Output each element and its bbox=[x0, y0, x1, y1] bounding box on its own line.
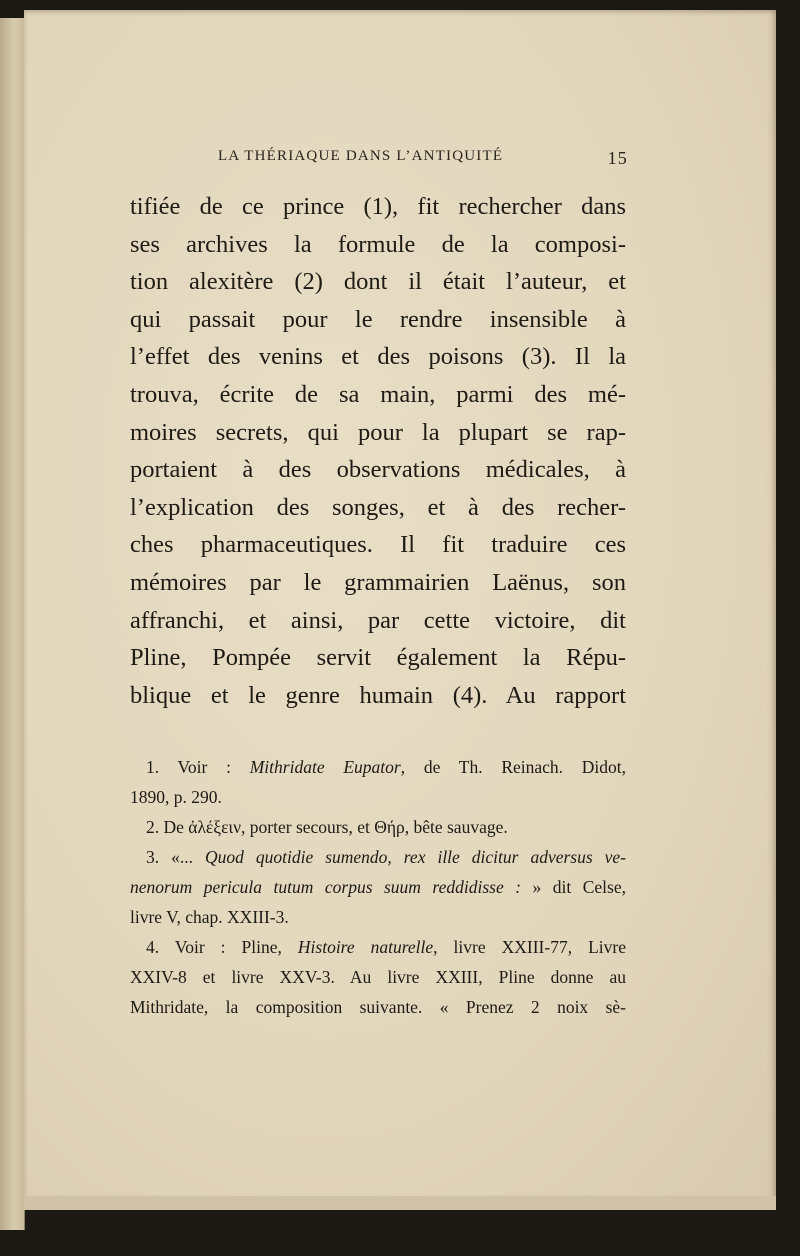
body-line: l’effet des venins et des poisons (3). Il la bbox=[130, 343, 626, 371]
body-line: ses archives la formule de la composi- bbox=[130, 230, 626, 258]
body-line: mémoires par le grammairien Laënus, son bbox=[130, 568, 626, 596]
footnote-2 bbox=[130, 812, 626, 842]
footnote-italic-title: Histoire naturelle bbox=[297, 937, 434, 957]
footnote-line bbox=[130, 752, 626, 782]
body-line: blique et le genre humain (4). Au rapport bbox=[130, 681, 626, 709]
footnote-text: » dit Celse, bbox=[521, 877, 626, 897]
footnote-italic-title: Mithridate Eupator bbox=[249, 757, 401, 777]
body-line: ches pharmaceutiques. Il fit traduire ces bbox=[130, 531, 626, 559]
footnote-line bbox=[130, 932, 626, 962]
body-line: l’explication des songes, et à des recher- bbox=[130, 493, 626, 521]
body-line: portaient à des observations médicales, à bbox=[130, 456, 626, 484]
body-line: tifiée de ce prince (1), fit rechercher dans bbox=[130, 193, 626, 220]
footnote-text: , de Th. Reinach. Didot, bbox=[400, 757, 627, 777]
footnote-line: Mithridate, la composition suivante. « Prenez 2 noix sè- bbox=[130, 997, 626, 1017]
page-number: 15 bbox=[607, 148, 628, 168]
footnote-text: , livre XXIII-77, Livre bbox=[433, 937, 626, 957]
footnote-line bbox=[130, 842, 626, 872]
footnote-italic-quote: Quod quotidie sumendo, rex ille dicitur adversus ve- bbox=[204, 847, 627, 867]
footnote-line: 1890, p. 290. bbox=[130, 787, 222, 807]
footnote-line: XXIV-8 et livre XXV-3. Au livre XXIII, Pline donne au bbox=[130, 967, 626, 987]
footnote-4 bbox=[130, 932, 626, 1022]
footnote-3 bbox=[130, 842, 626, 932]
body-line: tion alexitère (2) dont il était l’auteur, et bbox=[130, 268, 626, 296]
footnote-text: 4. Voir : Pline, bbox=[146, 937, 298, 957]
running-title: LA THÉRIAQUE DANS L’ANTIQUITÉ bbox=[218, 148, 504, 164]
body-line: moires secrets, qui pour la plupart se rap- bbox=[130, 418, 626, 446]
body-line: affranchi, et ainsi, par cette victoire, dit bbox=[130, 606, 626, 634]
footnote-1 bbox=[130, 752, 626, 812]
footnote-text: 3. «... bbox=[146, 847, 205, 867]
footnote-line: livre V, chap. XXIII-3. bbox=[130, 907, 289, 927]
body-line: Pline, Pompée servit également la Répu- bbox=[130, 644, 626, 672]
body-text bbox=[130, 188, 626, 714]
footnote-line bbox=[130, 872, 626, 902]
footnote-text: 1. Voir : bbox=[146, 757, 250, 777]
left-page-edge bbox=[0, 18, 25, 1230]
body-line: trouva, écrite de sa main, parmi des mé- bbox=[130, 380, 626, 408]
running-head bbox=[218, 148, 628, 172]
footnote-italic-quote: nenorum pericula tutum corpus suum reddidisse : bbox=[130, 877, 522, 897]
footnote-line: 2. De ἀλέξειν, porter secours, et Θήρ, bête sauvage. bbox=[146, 817, 508, 837]
page-bottom-edge bbox=[24, 1196, 776, 1210]
body-line: qui passait pour le rendre insensible à bbox=[130, 305, 626, 333]
footnotes bbox=[130, 752, 626, 1022]
